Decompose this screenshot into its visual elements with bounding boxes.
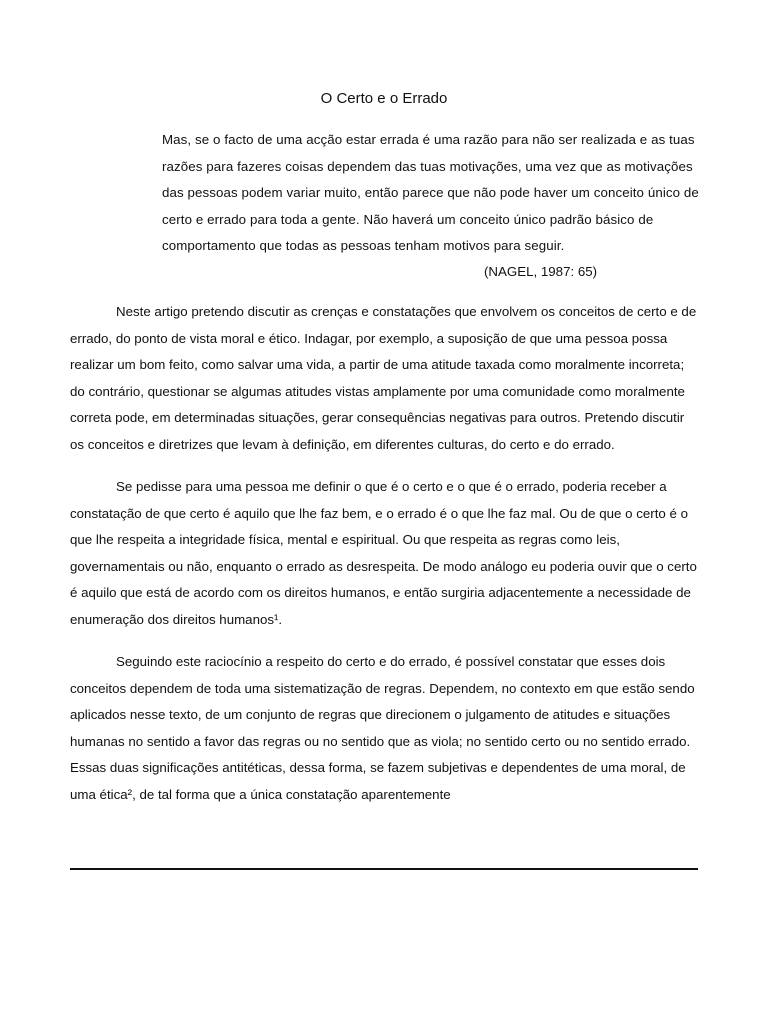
document-title: O Certo e o Errado [320,90,448,107]
body-text [70,299,698,824]
paragraph-intro: Neste artigo pretendo discutir as crenças e constatações que envolvem os conceitos de certo e de errado, do ponto de vista moral e ético. Indagar, por exemplo, a suposição de que uma pessoa possa realizar um bom feito, como salvar uma vida, a partir de uma atitude taxada como moralmente incorreta; do contrário, questionar se algumas atitudes vistas amplamente por uma comunidade como moralmente correta pode, em determinadas situações, gerar consequências negativas para outros. Pretendo discutir os conceitos e diretrizes que levam à definição, em diferentes culturas, do certo e do errado. [70,304,697,452]
paragraph-definitions: Se pedisse para uma pessoa me definir o que é o certo e o que é o errado, poderia receber a constatação de que certo é aquilo que lhe faz bem, e o errado é o que lhe faz mal. Ou de que o certo é o que lhe respeita a integridade física, mental e espiritual. Ou que respeita as regras como leis, governamentais ou não, enquanto o errado as desrespeita. De modo análogo eu poderia ouvir que o certo é aquilo que está de acordo com os direitos humanos, e então surgiria adjacentemente a necessidade de enumeração dos direitos humanos¹. [70,479,697,627]
quote-citation: (NAGEL, 1987: 65) [484,264,598,279]
footnote-separator [70,868,698,870]
paragraph-reasoning: Seguindo este raciocínio a respeito do certo e do errado, é possível constatar que esses dois conceitos dependem de toda uma sistematização de regras. Dependem, no contexto em que estão sendo aplicados nesse texto, de um conjunto de regras que direcionem o julgamento de atitudes e situações humanas no sentido a favor das regras ou no sentido que as viola; no sentido certo ou no sentido errado. Essas duas significações antitéticas, dessa forma, se fazem subjetivas e dependentes de uma moral, de uma ética², de tal forma que a única constatação aparentemente [70,654,695,802]
block-quote: Mas, se o facto de uma acção estar errada é uma razão para não ser realizada e as tuas razões para fazeres coisas dependem das tuas motivações, uma vez que as motivações das pessoas podem variar muito, então parece que não pode haver um conceito único de certo e errado para toda a gente. Não haverá um conceito único padrão básico de comportamento que todas as pessoas tenham motivos para seguir. [162,132,699,253]
